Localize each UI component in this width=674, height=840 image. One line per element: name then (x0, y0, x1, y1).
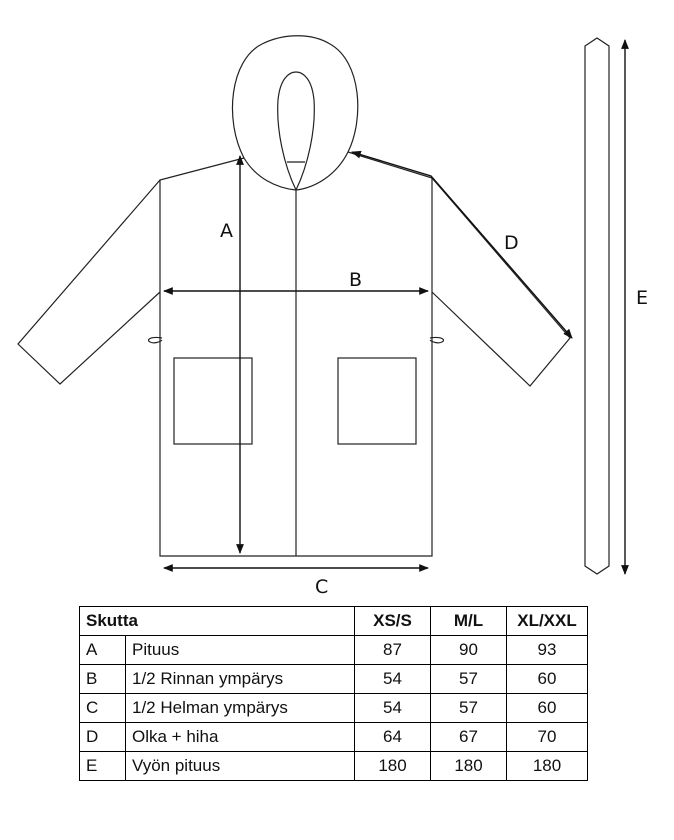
row-name: Olka + hiha (126, 723, 355, 752)
column-header-m-l: M/L (431, 607, 507, 636)
table-header-row (80, 607, 588, 636)
table-row (80, 694, 588, 723)
belt (585, 38, 609, 574)
right-sleeve (432, 178, 570, 386)
row-value: 57 (431, 665, 507, 694)
label-a: A (220, 220, 233, 242)
row-key: E (80, 752, 126, 781)
row-value: 57 (431, 694, 507, 723)
row-value: 180 (355, 752, 431, 781)
row-value: 54 (355, 694, 431, 723)
table-row (80, 636, 588, 665)
hood-outline (232, 36, 357, 190)
row-name: 1/2 Helman ympärys (126, 694, 355, 723)
label-d: D (504, 232, 519, 254)
row-value: 87 (355, 636, 431, 665)
label-e: E (636, 287, 649, 309)
row-value: 54 (355, 665, 431, 694)
row-value: 70 (507, 723, 588, 752)
size-table (79, 606, 588, 781)
left-sleeve (18, 180, 160, 384)
right-pocket (338, 358, 416, 444)
row-value: 60 (507, 694, 588, 723)
row-key: B (80, 665, 126, 694)
row-value: 64 (355, 723, 431, 752)
column-header-xs-s: XS/S (355, 607, 431, 636)
label-b: B (349, 269, 363, 291)
row-key: A (80, 636, 126, 665)
label-c: C (315, 576, 329, 598)
table-row (80, 723, 588, 752)
row-value: 60 (507, 665, 588, 694)
row-value: 180 (507, 752, 588, 781)
column-header-xl-xxl: XL/XXL (507, 607, 588, 636)
row-name: Pituus (126, 636, 355, 665)
row-value: 67 (431, 723, 507, 752)
table-row (80, 752, 588, 781)
row-value: 180 (431, 752, 507, 781)
hood-opening (278, 72, 315, 190)
table-row (80, 665, 588, 694)
row-name: Vyön pituus (126, 752, 355, 781)
row-value: 90 (431, 636, 507, 665)
row-value: 93 (507, 636, 588, 665)
row-key: D (80, 723, 126, 752)
table-title: Skutta (80, 607, 355, 636)
measure-d-arrow (352, 152, 572, 338)
row-name: 1/2 Rinnan ympärys (126, 665, 355, 694)
row-key: C (80, 694, 126, 723)
